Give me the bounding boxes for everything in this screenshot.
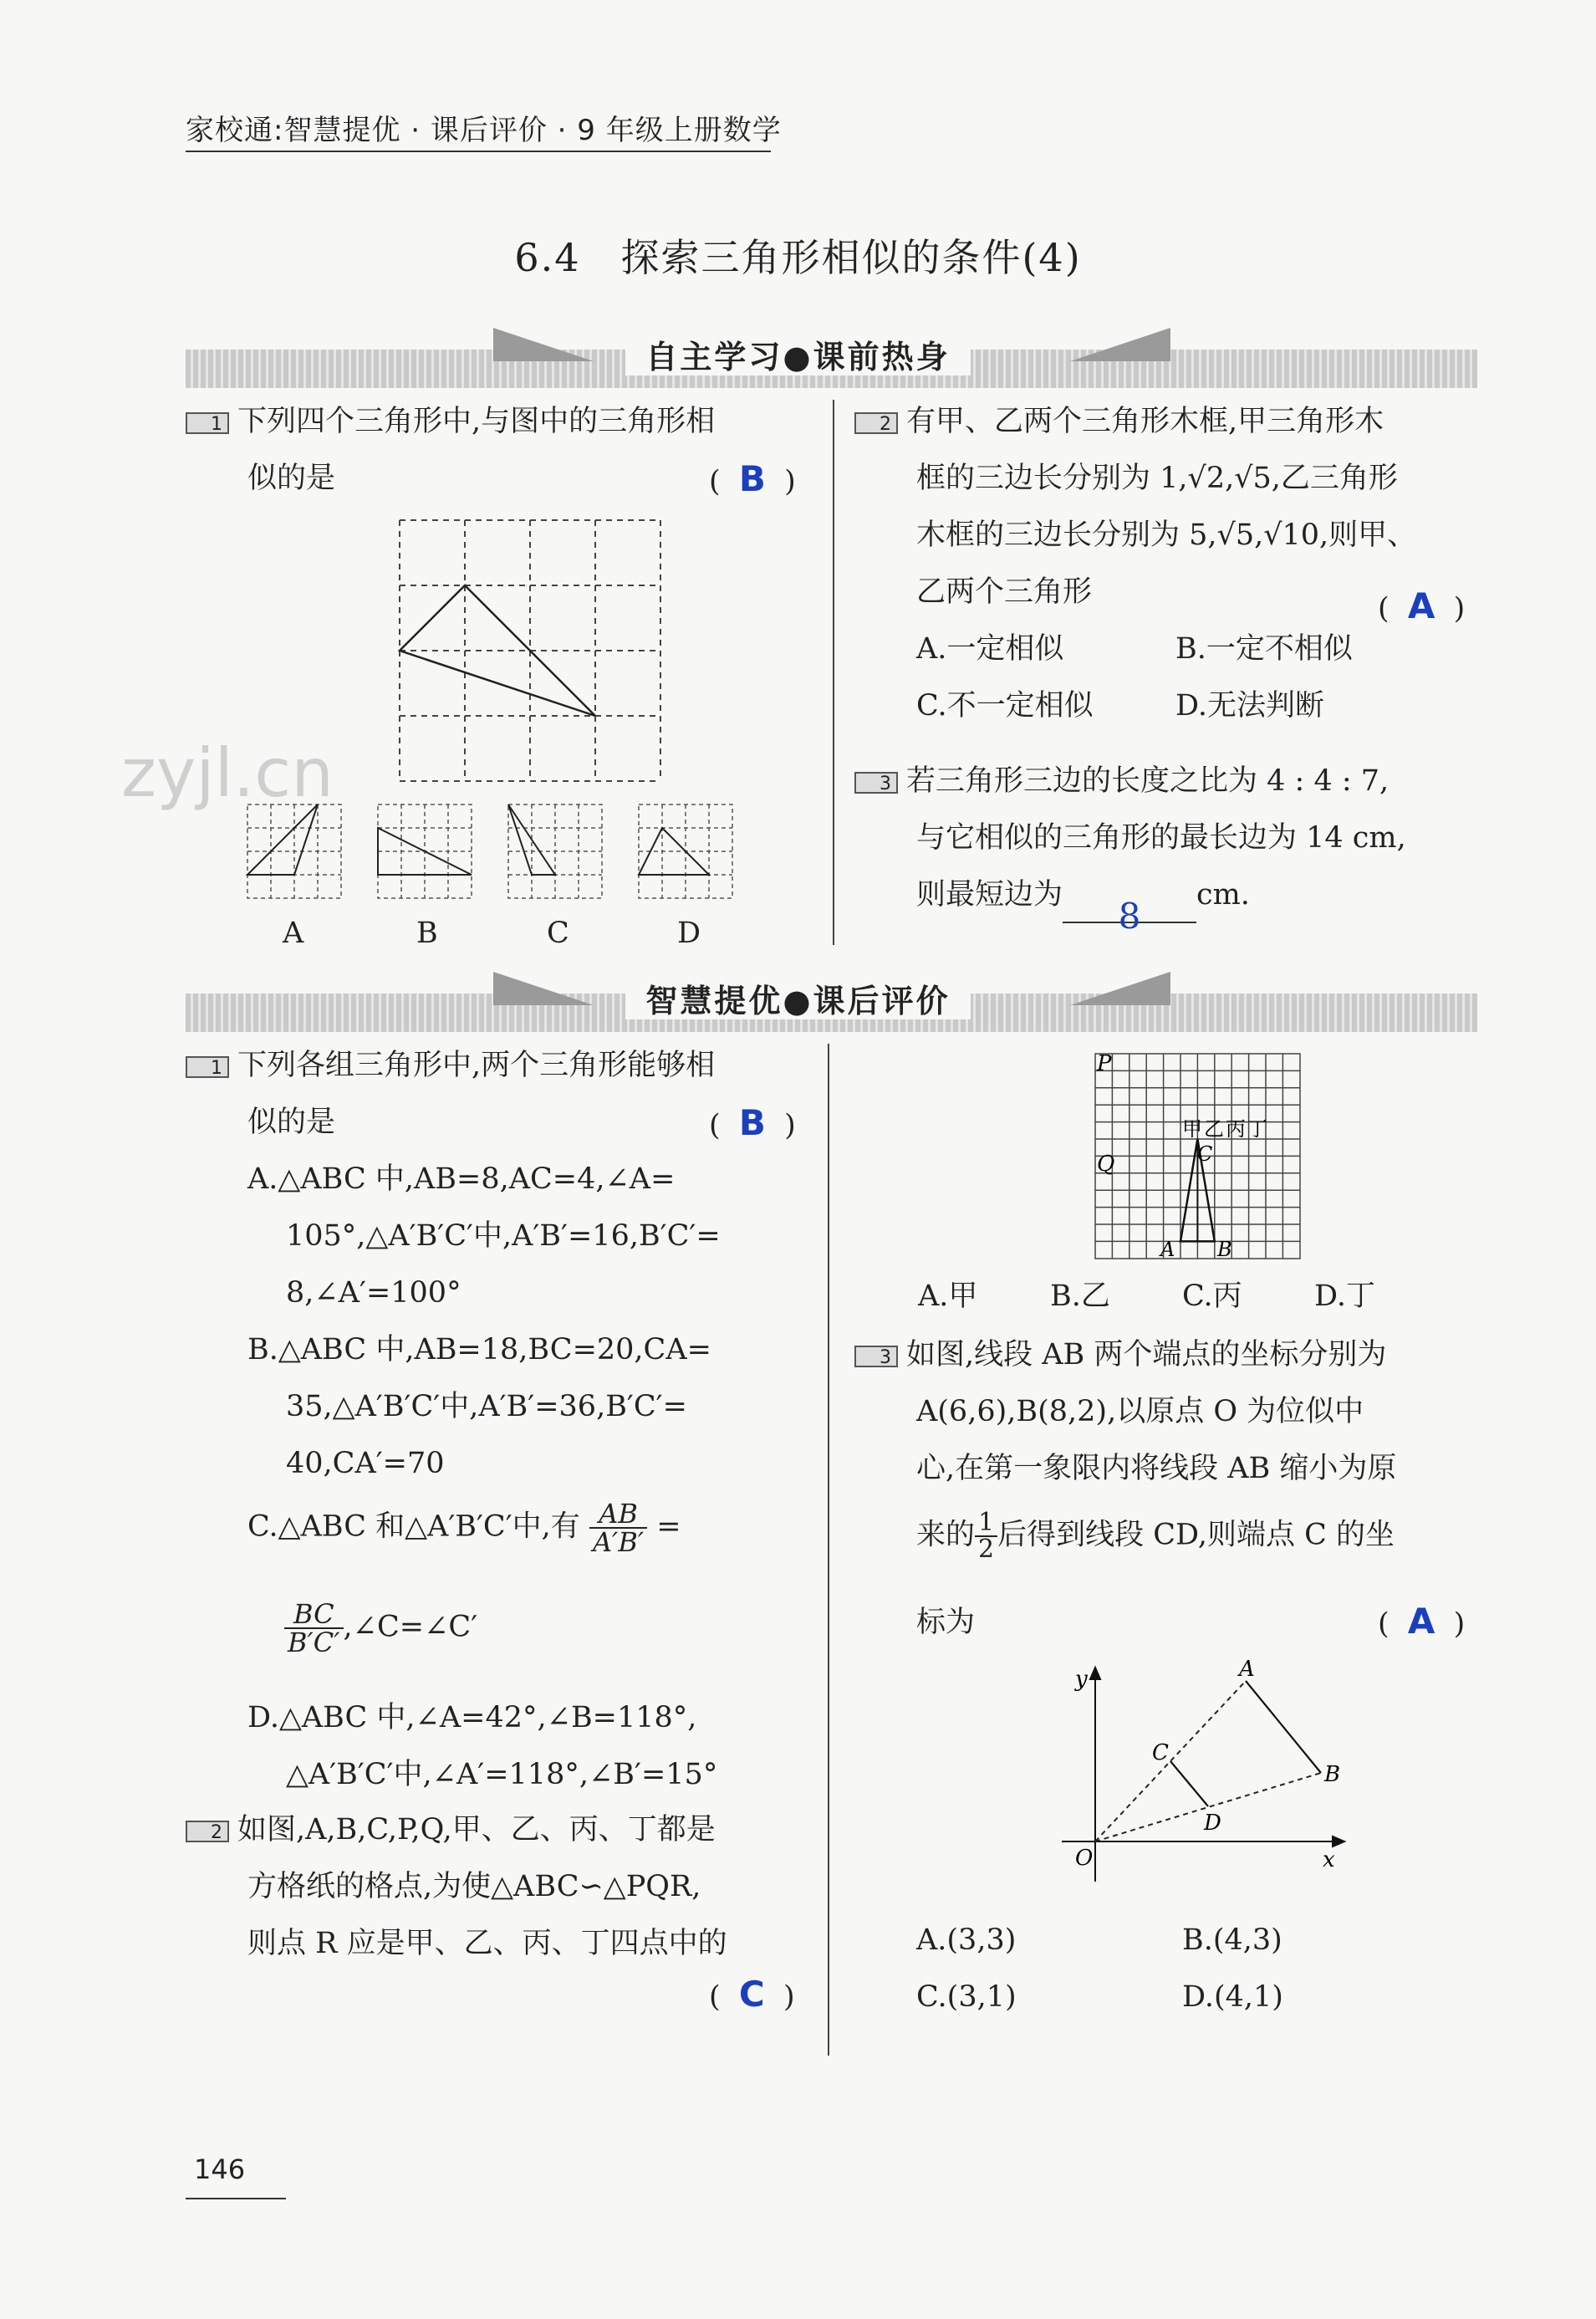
column-divider-2	[828, 1044, 829, 2056]
option-c: C.丙	[1182, 1280, 1242, 1313]
s2q1-answer-slot: ( B )	[709, 1102, 796, 1143]
s1q2-answer: A	[1407, 585, 1435, 626]
page-number-rule	[186, 2198, 286, 2199]
s2q3-line5: 标为	[916, 1606, 976, 1639]
label-q: Q	[1097, 1152, 1115, 1177]
s2-question-3: 3 如图,线段 AB 两个端点的坐标分别为 A(6,6),B(8,2),以原点 O 为位似中 心,在第一象限内将线段 AB 缩小为原	[854, 1326, 1498, 1497]
label-x: x	[1323, 1847, 1335, 1872]
fraction-half: $\frac{1}{2}$	[975, 1510, 997, 1562]
option-b: B.一定不相似	[1175, 632, 1353, 666]
option-label-a: A	[283, 917, 304, 950]
option-b: B.(4,3)	[1182, 1923, 1282, 1957]
label-p: P	[1097, 1051, 1112, 1076]
question-number: 2	[854, 412, 898, 434]
label-c: C	[1197, 1142, 1213, 1166]
option-b-line1: B.△ABC 中,AB=18,BC=20,CA=	[247, 1333, 711, 1366]
s1-question-3: 3 若三角形三边的长度之比为 4 : 4 : 7, 与它相似的三角形的最长边为 14 cm, 则最短边为8cm.	[854, 753, 1490, 923]
x-axis-arrow	[1333, 1836, 1344, 1847]
s2q2-answer-slot: ( C )	[709, 1974, 795, 2015]
s1-question-1: 1 下列四个三角形中,与图中的三角形相 似的是	[186, 393, 813, 507]
s1q2-answer-slot: ( A )	[1378, 585, 1466, 626]
option-c: C.(3,1)	[916, 1980, 1017, 2014]
option-a: A.甲	[918, 1280, 978, 1313]
option-d: D.无法判断	[1175, 689, 1324, 723]
option-c: C.不一定相似	[916, 689, 1094, 723]
section-label-2: 智慧提优●课后评价	[0, 975, 1596, 1021]
s2q3-answer: A	[1407, 1601, 1435, 1642]
question-number: 3	[854, 772, 898, 794]
question-number: 3	[854, 1346, 898, 1367]
label-yi: 乙	[1204, 1117, 1224, 1141]
label-c: C	[1152, 1740, 1169, 1765]
option-c-line1: C.△ABC 和△A′B′C′中,有 $\frac{AB}{A'B'}$ =	[247, 1498, 681, 1558]
label-b: B	[1217, 1238, 1232, 1261]
option-c-line2: $\frac{BC}{B'C'}$ ,∠C=∠C′	[284, 1601, 477, 1656]
question-number: 2	[186, 1821, 229, 1842]
question-number: 1	[186, 412, 229, 434]
s1q1-answer: B	[738, 458, 766, 499]
option-b: B.乙	[1050, 1280, 1110, 1313]
label-b: B	[1324, 1762, 1341, 1787]
label-a: A	[1239, 1657, 1255, 1682]
label-y: y	[1075, 1667, 1088, 1692]
s2-question-2: 2 如图,A,B,C,P,Q,甲、乙、丙、丁都是 方格纸的格点,为使△ABC∽△PQR, 则点 R 应是甲、乙、丙、丁四点中的	[186, 1801, 821, 1972]
option-label-d: D	[677, 917, 701, 950]
column-divider-1	[833, 400, 834, 945]
s2q3-options	[916, 1912, 1493, 2025]
label-ding: 丁	[1247, 1117, 1267, 1141]
label-d: D	[1204, 1811, 1221, 1836]
s1q1-answer-slot: ( B )	[709, 458, 796, 499]
option-a-line1: A.△ABC 中,AB=8,AC=4,∠A=	[247, 1162, 676, 1196]
segment-cd	[1170, 1761, 1208, 1806]
option-a: A.一定相似	[916, 632, 1064, 666]
option-label-b: B	[416, 917, 438, 950]
watermark: zyjl.cn	[121, 734, 334, 812]
s2q3-line4: 来的 $\frac{1}{2}$ 后得到线段 CD,则端点 C 的坐	[916, 1508, 1395, 1564]
header-rule	[186, 151, 771, 152]
label-a: A	[1160, 1238, 1175, 1261]
s2q2-grid-figure	[1087, 1045, 1313, 1263]
s2-question-1: 1 下列各组三角形中,两个三角形能够相 似的是 A.△ABC 中,AB=8,AC=4,∠A= 105°,△A′B′C′中,A′B′=16,B′C′= 8,∠A′=100° B.△ABC 中,AB=18,BC=20,CA= 35,△A′B′C′中,A′B′=36,B′C′= 40,CA′=70	[186, 1037, 821, 1492]
s2q2-answer: C	[738, 1974, 765, 2015]
fraction-bc: $\frac{BC}{B'C'}$	[284, 1601, 344, 1656]
s1q1-option-figures	[244, 801, 746, 910]
option-d: D.(4,1)	[1182, 1980, 1283, 2014]
y-axis-arrow	[1090, 1668, 1100, 1679]
page-number: 146	[194, 2153, 246, 2185]
section-label-1: 自主学习●课前热身	[0, 331, 1596, 377]
s1-question-2: 2 有甲、乙两个三角形木框,甲三角形木 框的三边长分别为 1,√2,√5,乙三角形 木框的三边长分别为 5,√5,√10,则甲、 乙两个三角形 A.一定相似 B.一定不相似 C.不一定相似 D.无法判断	[854, 393, 1490, 734]
segment-ab	[1246, 1681, 1321, 1773]
s1q3-answer: 8	[1118, 896, 1141, 937]
fraction-ab: $\frac{AB}{A'B'}$	[589, 1500, 647, 1555]
page-header: 家校通:智慧提优 · 课后评价 · 9 年级上册数学	[186, 114, 782, 147]
s2q1-answer: B	[738, 1102, 766, 1143]
s2q2-options	[918, 1268, 1486, 1325]
s2q3-answer-slot: ( A )	[1378, 1601, 1466, 1642]
question-number: 1	[186, 1056, 229, 1078]
label-o: O	[1075, 1846, 1094, 1871]
label-bing: 丙	[1226, 1117, 1246, 1141]
option-a: A.(3,3)	[916, 1923, 1017, 1957]
page-title: 6.4 探索三角形相似的条件(4)	[514, 235, 1082, 280]
s1q1-main-figure	[393, 517, 664, 784]
option-d: D.△ABC 中,∠A=42°,∠B=118°, △A′B′C′中,∠A′=118°,∠B′=15°	[247, 1701, 718, 1791]
option-label-c: C	[547, 917, 569, 950]
s2q3-coordinate-figure	[1045, 1656, 1363, 1898]
label-jia: 甲	[1182, 1117, 1202, 1141]
option-d: D.丁	[1314, 1280, 1375, 1313]
